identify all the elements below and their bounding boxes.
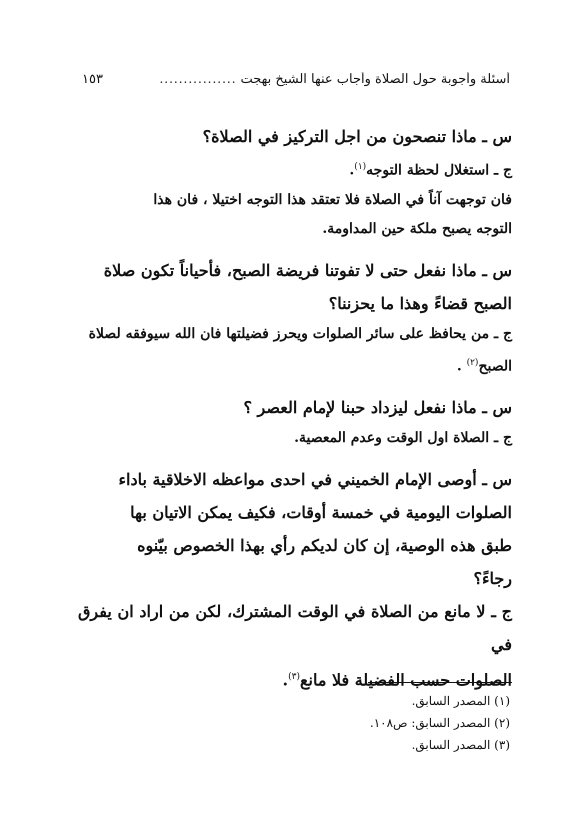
footnote: (١) المصدر السابق.	[411, 694, 510, 708]
answer-line: ج ـ لا مانع من الصلاة في الوقت المشترك، لكن من اراد ان يفرق في	[78, 602, 512, 655]
running-header	[82, 72, 510, 87]
footnote-separator	[368, 682, 512, 683]
question-line: س ـ ماذا تنصحون من اجل التركيز في الصلاة؟	[202, 127, 512, 146]
question-line: س ـ ماذا نفعل حتى لا تفوتنا فريضة الصبح، فأحياناً تكون صلاة	[103, 260, 512, 280]
question-line: س ـ ماذا نفعل ليزداد حبنا لإمام العصر ؟	[243, 398, 512, 418]
answer-line: فان توجهت آناً في الصلاة فلا تعتقد هذا التوجه اختيلا ، فان هذا	[153, 191, 512, 208]
answer-line: ج ـ الصلاة اول الوقت وعدم المعصية.	[294, 430, 512, 447]
footnote-ref: (٢)	[466, 357, 479, 368]
question-line: الصلوات اليومية في خمسة أوقات، فكيف يمكن الاتيان بها	[130, 503, 512, 523]
footnotes	[210, 690, 510, 756]
question-line: س ـ أوصى الإمام الخميني في احدى مواعظه الاخلاقية باداء	[118, 470, 512, 490]
answer-line: ج ـ من يحافظ على سائر الصلوات ويحرز فضيلتها فان الله سيوفقه لصلاة	[88, 325, 512, 342]
qa-block-4	[78, 463, 512, 696]
footnote-ref: (١)	[354, 162, 367, 172]
footnote: (٣) المصدر السابق.	[411, 738, 510, 752]
qa-block-3	[78, 391, 512, 453]
running-header-dots: ................	[159, 72, 237, 86]
question-line: رجاءً؟	[473, 569, 512, 589]
answer-line: ج ـ استغلال لحظة التوجه$^{(١)}$.	[349, 162, 512, 179]
footnote-ref: (٣)	[288, 672, 300, 683]
answer-text: ج ـ استغلال لحظة التوجه	[366, 162, 512, 179]
question-line: طبق هذه الوصية، إن كان لديكم رأي بهذا الخصوص بيّنوه	[137, 536, 512, 556]
answer-line: التوجه يصبح ملكة حين المداومة.	[322, 220, 512, 237]
answer-text: الصبح	[478, 358, 512, 375]
footnote: (٢) المصدر السابق: ص١٠٨.	[369, 716, 510, 730]
page-number: ١٥٣	[82, 72, 103, 87]
answer-text: الصلوات حسب الفضيلة فلا مانع	[299, 670, 512, 690]
answer-text-end: .	[282, 670, 289, 690]
answer-line	[78, 349, 512, 382]
running-header-title: أسئلة وأجوبة حول الصلاة وأجاب عنها الشيخ بهجت	[240, 72, 510, 87]
answer-text-end: .	[456, 358, 467, 375]
qa-block-1	[78, 120, 512, 244]
qa-block-2	[78, 254, 512, 382]
question-line: الصبح قضاءً وهذا ما يحزننا؟	[328, 293, 512, 313]
body-text	[78, 120, 512, 707]
